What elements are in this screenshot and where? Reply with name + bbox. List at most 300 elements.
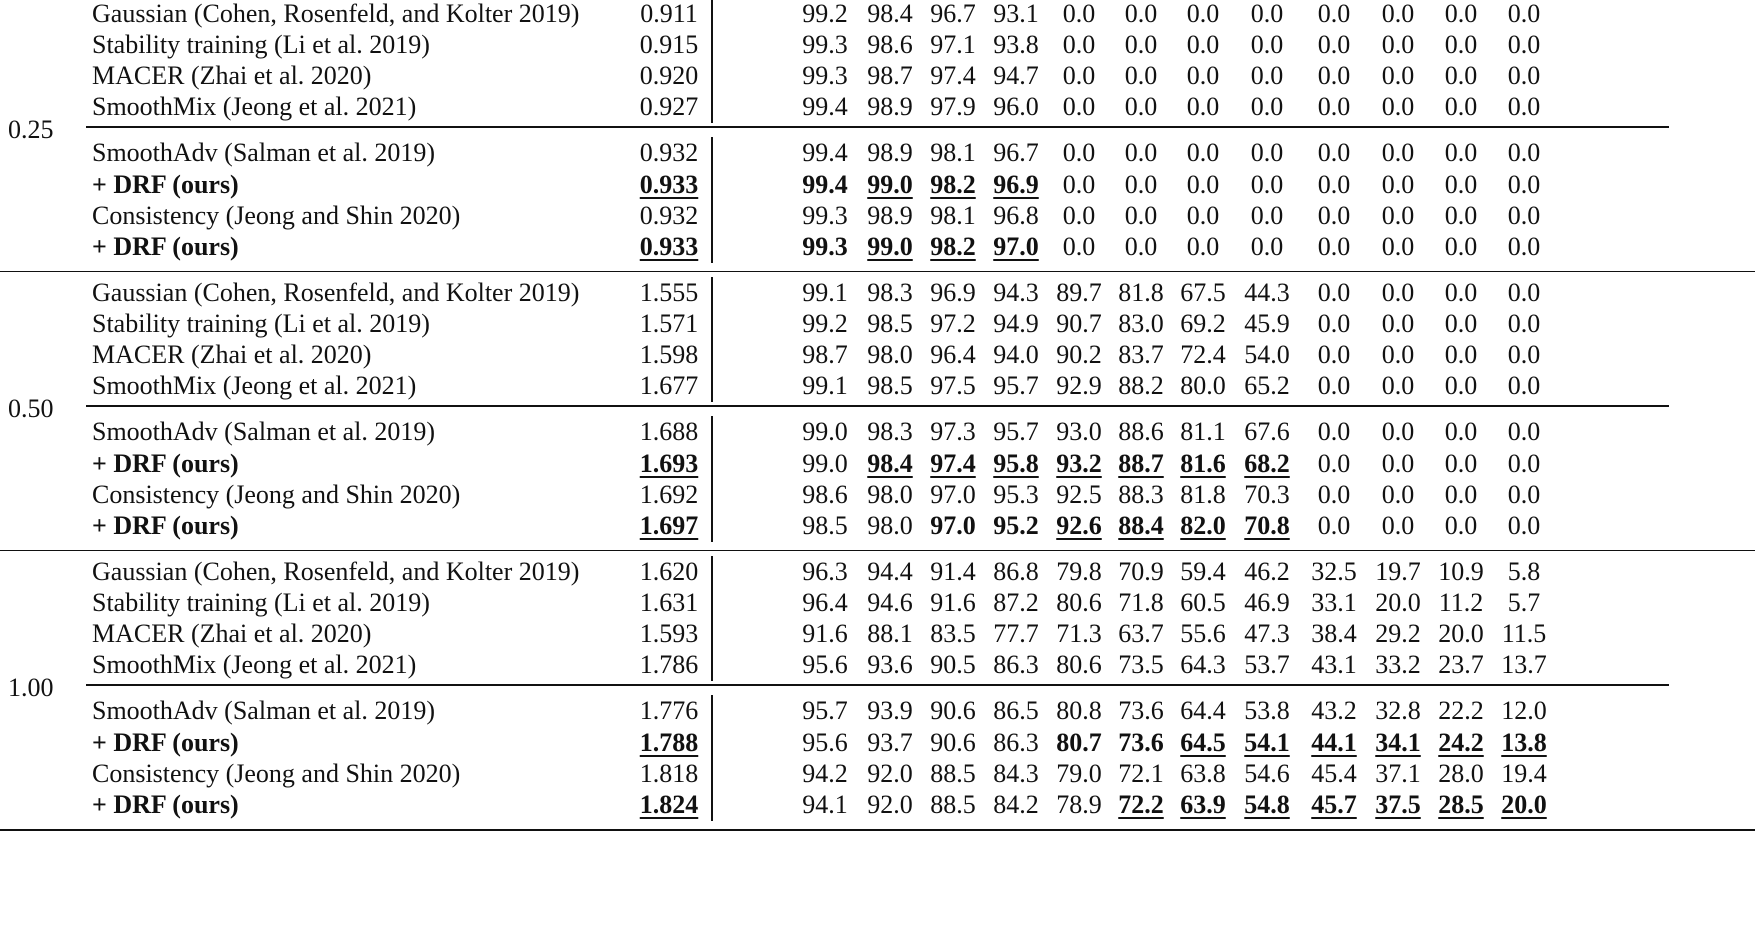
certified-accuracy-cell: 96.0	[993, 92, 1039, 122]
certified-accuracy-cell: 82.0	[1180, 510, 1226, 540]
method-name: + DRF (ours)	[92, 789, 239, 819]
certified-accuracy-cell: 98.5	[867, 371, 913, 401]
certified-accuracy-cell: 28.5	[1438, 789, 1484, 819]
certified-accuracy-cell: 0.0	[1507, 0, 1541, 28]
certified-accuracy-cell: 96.9	[993, 169, 1039, 199]
certified-accuracy-cell: 13.7	[1501, 650, 1547, 680]
certified-accuracy-cell: 54.8	[1244, 789, 1290, 819]
certified-accuracy-cell: 0.0	[1507, 231, 1541, 261]
certified-accuracy-cell: 0.0	[1317, 510, 1351, 540]
certified-accuracy-cell: 97.0	[930, 479, 976, 509]
acr-value: 1.693	[639, 448, 699, 478]
acr-value: 1.631	[639, 588, 699, 618]
certified-accuracy-cell: 94.6	[867, 588, 913, 618]
certified-accuracy-cell: 0.0	[1381, 340, 1415, 370]
certified-accuracy-cell: 0.0	[1186, 0, 1220, 28]
certified-accuracy-cell: 0.0	[1507, 417, 1541, 447]
table-rule	[0, 829, 1755, 832]
certified-accuracy-cell: 88.7	[1118, 448, 1164, 478]
certified-accuracy-cell: 0.0	[1444, 371, 1478, 401]
certified-accuracy-cell: 73.5	[1118, 650, 1164, 680]
certified-accuracy-cell: 99.0	[802, 417, 848, 447]
certified-accuracy-cell: 98.4	[867, 448, 913, 478]
certified-accuracy-cell: 0.0	[1444, 61, 1478, 91]
certified-accuracy-cell: 72.1	[1118, 758, 1164, 788]
certified-accuracy-cell: 0.0	[1250, 138, 1284, 168]
certified-accuracy-cell: 0.0	[1507, 61, 1541, 91]
certified-accuracy-cell: 32.8	[1375, 696, 1421, 726]
method-name: + DRF (ours)	[92, 510, 239, 540]
certified-accuracy-cell: 88.6	[1118, 417, 1164, 447]
certified-accuracy-cell: 47.3	[1244, 619, 1290, 649]
certified-accuracy-cell: 13.8	[1501, 727, 1547, 757]
certified-accuracy-cell: 0.0	[1444, 138, 1478, 168]
certified-accuracy-cell: 0.0	[1062, 92, 1096, 122]
certified-accuracy-cell: 0.0	[1317, 0, 1351, 28]
certified-accuracy-cell: 99.3	[802, 231, 848, 261]
certified-accuracy-cell: 70.8	[1244, 510, 1290, 540]
certified-accuracy-cell: 81.1	[1180, 417, 1226, 447]
column-rule	[711, 0, 713, 123]
certified-accuracy-cell: 90.2	[1056, 340, 1102, 370]
certified-accuracy-cell: 88.1	[867, 619, 913, 649]
certified-accuracy-cell: 33.2	[1375, 650, 1421, 680]
certified-accuracy-cell: 54.6	[1244, 758, 1290, 788]
certified-accuracy-cell: 0.0	[1317, 448, 1351, 478]
certified-accuracy-cell: 97.4	[930, 448, 976, 478]
method-name: SmoothMix (Jeong et al. 2021)	[92, 92, 417, 122]
certified-accuracy-cell: 95.7	[993, 371, 1039, 401]
certified-accuracy-cell: 98.6	[802, 479, 848, 509]
certified-accuracy-cell: 60.5	[1180, 588, 1226, 618]
certified-accuracy-cell: 53.7	[1244, 650, 1290, 680]
certified-accuracy-cell: 0.0	[1381, 448, 1415, 478]
certified-accuracy-cell: 0.0	[1186, 200, 1220, 230]
certified-accuracy-cell: 0.0	[1507, 479, 1541, 509]
certified-accuracy-cell: 98.9	[867, 200, 913, 230]
method-name: MACER (Zhai et al. 2020)	[92, 619, 372, 649]
certified-accuracy-cell: 0.0	[1444, 309, 1478, 339]
acr-value: 1.555	[639, 278, 699, 307]
certified-accuracy-cell: 0.0	[1124, 30, 1158, 60]
certified-accuracy-cell: 0.0	[1507, 200, 1541, 230]
certified-accuracy-cell: 0.0	[1062, 138, 1096, 168]
certified-accuracy-cell: 0.0	[1381, 169, 1415, 199]
certified-accuracy-cell: 0.0	[1250, 169, 1284, 199]
acr-value: 1.824	[639, 789, 699, 819]
certified-accuracy-cell: 0.0	[1507, 169, 1541, 199]
column-rule	[711, 137, 713, 262]
certified-accuracy-cell: 29.2	[1375, 619, 1421, 649]
certified-accuracy-cell: 37.1	[1375, 758, 1421, 788]
certified-accuracy-cell: 0.0	[1444, 92, 1478, 122]
certified-accuracy-cell: 0.0	[1507, 510, 1541, 540]
acr-value: 1.677	[639, 371, 699, 401]
certified-accuracy-cell: 0.0	[1444, 200, 1478, 230]
certified-accuracy-cell: 0.0	[1507, 448, 1541, 478]
column-rule	[711, 277, 713, 402]
certified-accuracy-cell: 0.0	[1250, 231, 1284, 261]
acr-value: 1.571	[639, 309, 699, 339]
certified-accuracy-cell: 72.2	[1118, 789, 1164, 819]
method-name: Gaussian (Cohen, Rosenfeld, and Kolter 2019)	[92, 0, 580, 28]
method-name: Consistency (Jeong and Shin 2020)	[92, 479, 461, 509]
certified-accuracy-cell: 0.0	[1062, 0, 1096, 28]
certified-accuracy-cell: 97.0	[930, 510, 976, 540]
method-name: Gaussian (Cohen, Rosenfeld, and Kolter 2019)	[92, 557, 580, 586]
certified-accuracy-cell: 0.0	[1507, 340, 1541, 370]
certified-accuracy-cell: 95.6	[802, 650, 848, 680]
certified-accuracy-cell: 20.0	[1375, 588, 1421, 618]
certified-accuracy-cell: 0.0	[1186, 231, 1220, 261]
certified-accuracy-cell: 68.2	[1244, 448, 1290, 478]
certified-accuracy-cell: 0.0	[1062, 169, 1096, 199]
certified-accuracy-cell: 0.0	[1124, 138, 1158, 168]
acr-value: 0.932	[639, 138, 699, 168]
method-name: Stability training (Li et al. 2019)	[92, 30, 430, 60]
certified-accuracy-cell: 0.0	[1444, 448, 1478, 478]
certified-accuracy-cell: 80.6	[1056, 650, 1102, 680]
certified-accuracy-cell: 44.1	[1311, 727, 1357, 757]
certified-accuracy-cell: 44.3	[1244, 278, 1290, 307]
certified-accuracy-cell: 91.6	[802, 619, 848, 649]
certified-accuracy-cell: 43.1	[1311, 650, 1357, 680]
acr-value: 1.788	[639, 727, 699, 757]
certified-accuracy-cell: 45.7	[1311, 789, 1357, 819]
certified-accuracy-cell: 92.5	[1056, 479, 1102, 509]
certified-accuracy-cell: 98.7	[802, 340, 848, 370]
method-name: Stability training (Li et al. 2019)	[92, 588, 430, 618]
certified-accuracy-cell: 93.0	[1056, 417, 1102, 447]
method-name: SmoothMix (Jeong et al. 2021)	[92, 650, 417, 680]
certified-accuracy-cell: 0.0	[1317, 231, 1351, 261]
method-name: SmoothMix (Jeong et al. 2021)	[92, 371, 417, 401]
certified-accuracy-cell: 0.0	[1250, 92, 1284, 122]
certified-accuracy-cell: 0.0	[1124, 92, 1158, 122]
certified-accuracy-cell: 32.5	[1311, 557, 1357, 586]
certified-accuracy-cell: 0.0	[1507, 309, 1541, 339]
certified-accuracy-cell: 97.0	[993, 231, 1039, 261]
acr-value: 0.933	[639, 231, 699, 261]
certified-accuracy-cell: 22.2	[1438, 696, 1484, 726]
certified-accuracy-cell: 0.0	[1444, 169, 1478, 199]
certified-accuracy-cell: 0.0	[1507, 92, 1541, 122]
certified-accuracy-cell: 0.0	[1317, 371, 1351, 401]
certified-accuracy-cell: 81.8	[1118, 278, 1164, 307]
certified-accuracy-cell: 23.7	[1438, 650, 1484, 680]
acr-value: 0.915	[639, 30, 699, 60]
certified-accuracy-cell: 95.7	[993, 417, 1039, 447]
certified-accuracy-cell: 99.3	[802, 30, 848, 60]
certified-accuracy-cell: 0.0	[1317, 138, 1351, 168]
certified-accuracy-cell: 0.0	[1507, 278, 1541, 307]
certified-accuracy-cell: 0.0	[1381, 30, 1415, 60]
certified-accuracy-cell: 93.1	[993, 0, 1039, 28]
certified-accuracy-cell: 0.0	[1124, 169, 1158, 199]
certified-accuracy-cell: 93.8	[993, 30, 1039, 60]
certified-accuracy-cell: 43.2	[1311, 696, 1357, 726]
certified-accuracy-cell: 0.0	[1381, 200, 1415, 230]
certified-accuracy-cell: 0.0	[1062, 200, 1096, 230]
column-rule	[711, 556, 713, 681]
certified-accuracy-cell: 92.9	[1056, 371, 1102, 401]
certified-accuracy-cell: 11.5	[1501, 619, 1547, 649]
certified-accuracy-cell: 98.3	[867, 417, 913, 447]
certified-accuracy-cell: 0.0	[1317, 92, 1351, 122]
certified-accuracy-cell: 0.0	[1317, 417, 1351, 447]
certified-accuracy-cell: 86.5	[993, 696, 1039, 726]
certified-accuracy-cell: 92.0	[867, 758, 913, 788]
certified-accuracy-cell: 69.2	[1180, 309, 1226, 339]
certified-accuracy-cell: 0.0	[1381, 278, 1415, 307]
certified-accuracy-cell: 83.0	[1118, 309, 1164, 339]
certified-accuracy-cell: 80.6	[1056, 588, 1102, 618]
certified-accuracy-cell: 98.1	[930, 200, 976, 230]
certified-accuracy-cell: 0.0	[1381, 309, 1415, 339]
certified-accuracy-cell: 96.3	[802, 557, 848, 586]
certified-accuracy-cell: 98.0	[867, 510, 913, 540]
certified-accuracy-cell: 99.1	[802, 371, 848, 401]
certified-accuracy-cell: 0.0	[1186, 61, 1220, 91]
method-name: Consistency (Jeong and Shin 2020)	[92, 758, 461, 788]
certified-accuracy-cell: 0.0	[1186, 138, 1220, 168]
certified-accuracy-cell: 88.2	[1118, 371, 1164, 401]
certified-accuracy-cell: 94.3	[993, 278, 1039, 307]
certified-accuracy-cell: 98.4	[867, 0, 913, 28]
certified-accuracy-cell: 0.0	[1444, 30, 1478, 60]
certified-accuracy-cell: 99.3	[802, 200, 848, 230]
certified-accuracy-cell: 97.5	[930, 371, 976, 401]
certified-accuracy-cell: 0.0	[1062, 231, 1096, 261]
certified-accuracy-cell: 5.7	[1507, 588, 1541, 618]
certified-accuracy-cell: 33.1	[1311, 588, 1357, 618]
certified-accuracy-cell: 99.3	[802, 61, 848, 91]
table-rule	[0, 271, 1755, 273]
certified-accuracy-cell: 0.0	[1507, 30, 1541, 60]
acr-value: 1.776	[639, 696, 699, 726]
certified-accuracy-cell: 46.9	[1244, 588, 1290, 618]
certified-accuracy-cell: 0.0	[1124, 231, 1158, 261]
certified-accuracy-cell: 80.8	[1056, 696, 1102, 726]
certified-accuracy-cell: 93.7	[867, 727, 913, 757]
certified-accuracy-cell: 0.0	[1250, 30, 1284, 60]
certified-accuracy-cell: 95.3	[993, 479, 1039, 509]
certified-accuracy-cell: 46.2	[1244, 557, 1290, 586]
certified-accuracy-cell: 71.3	[1056, 619, 1102, 649]
method-name: MACER (Zhai et al. 2020)	[92, 61, 372, 91]
acr-value: 1.786	[639, 650, 699, 680]
certified-accuracy-cell: 64.4	[1180, 696, 1226, 726]
certified-accuracy-cell: 0.0	[1317, 61, 1351, 91]
certified-accuracy-cell: 93.2	[1056, 448, 1102, 478]
certified-accuracy-cell: 80.7	[1056, 727, 1102, 757]
certified-accuracy-cell: 0.0	[1381, 0, 1415, 28]
certified-accuracy-cell: 98.1	[930, 138, 976, 168]
certified-accuracy-cell: 95.7	[802, 696, 848, 726]
certified-accuracy-cell: 0.0	[1186, 169, 1220, 199]
certified-accuracy-cell: 11.2	[1438, 588, 1484, 618]
certified-accuracy-cell: 98.6	[867, 30, 913, 60]
certified-accuracy-cell: 98.9	[867, 138, 913, 168]
certified-accuracy-cell: 64.3	[1180, 650, 1226, 680]
certified-accuracy-cell: 55.6	[1180, 619, 1226, 649]
certified-accuracy-cell: 97.1	[930, 30, 976, 60]
certified-accuracy-cell: 0.0	[1186, 92, 1220, 122]
certified-accuracy-cell: 0.0	[1124, 200, 1158, 230]
certified-accuracy-cell: 0.0	[1444, 479, 1478, 509]
certified-accuracy-cell: 98.9	[867, 92, 913, 122]
certified-accuracy-cell: 0.0	[1381, 231, 1415, 261]
sigma-label: 0.50	[8, 394, 54, 424]
certified-accuracy-cell: 0.0	[1062, 61, 1096, 91]
certified-accuracy-cell: 83.7	[1118, 340, 1164, 370]
acr-value: 0.911	[640, 0, 698, 28]
certified-accuracy-cell: 90.6	[930, 727, 976, 757]
method-name: SmoothAdv (Salman et al. 2019)	[92, 417, 436, 447]
certified-accuracy-cell: 94.2	[802, 758, 848, 788]
certified-accuracy-cell: 99.2	[802, 309, 848, 339]
certified-accuracy-cell: 93.6	[867, 650, 913, 680]
method-name: MACER (Zhai et al. 2020)	[92, 340, 372, 370]
certified-accuracy-cell: 94.7	[993, 61, 1039, 91]
certified-accuracy-cell: 96.7	[993, 138, 1039, 168]
sigma-label: 0.25	[8, 115, 54, 145]
acr-value: 0.927	[639, 92, 699, 122]
certified-accuracy-cell: 0.0	[1444, 510, 1478, 540]
certified-accuracy-cell: 53.8	[1244, 696, 1290, 726]
certified-accuracy-cell: 0.0	[1250, 0, 1284, 28]
certified-accuracy-cell: 99.4	[802, 169, 848, 199]
certified-accuracy-cell: 0.0	[1317, 169, 1351, 199]
certified-accuracy-cell: 45.9	[1244, 309, 1290, 339]
certified-accuracy-cell: 0.0	[1381, 138, 1415, 168]
method-name: + DRF (ours)	[92, 169, 239, 199]
certified-accuracy-cell: 79.8	[1056, 557, 1102, 586]
certified-accuracy-cell: 12.0	[1501, 696, 1547, 726]
certified-accuracy-cell: 97.9	[930, 92, 976, 122]
certified-accuracy-cell: 99.4	[802, 92, 848, 122]
certified-accuracy-cell: 91.6	[930, 588, 976, 618]
certified-accuracy-cell: 0.0	[1444, 278, 1478, 307]
certified-accuracy-cell: 81.8	[1180, 479, 1226, 509]
certified-accuracy-cell: 97.2	[930, 309, 976, 339]
table-rule	[86, 405, 1669, 407]
certified-accuracy-cell: 97.3	[930, 417, 976, 447]
certified-accuracy-cell: 0.0	[1124, 0, 1158, 28]
certified-accuracy-cell: 79.0	[1056, 758, 1102, 788]
certified-accuracy-cell: 92.0	[867, 789, 913, 819]
certified-accuracy-cell: 70.3	[1244, 479, 1290, 509]
certified-accuracy-cell: 90.5	[930, 650, 976, 680]
certified-accuracy-cell: 5.8	[1507, 557, 1541, 586]
certified-accuracy-cell: 99.0	[867, 169, 913, 199]
certified-accuracy-cell: 34.1	[1375, 727, 1421, 757]
certified-accuracy-cell: 63.7	[1118, 619, 1164, 649]
acr-value: 1.692	[639, 479, 699, 509]
certified-accuracy-cell: 98.0	[867, 340, 913, 370]
method-name: SmoothAdv (Salman et al. 2019)	[92, 696, 436, 726]
certified-accuracy-cell: 89.7	[1056, 278, 1102, 307]
certified-accuracy-cell: 96.4	[802, 588, 848, 618]
certified-accuracy-cell: 0.0	[1250, 200, 1284, 230]
certified-accuracy-cell: 71.8	[1118, 588, 1164, 618]
certified-accuracy-cell: 73.6	[1118, 727, 1164, 757]
method-name: + DRF (ours)	[92, 231, 239, 261]
acr-value: 0.932	[639, 200, 699, 230]
certified-accuracy-cell: 87.2	[993, 588, 1039, 618]
acr-value: 1.688	[639, 417, 699, 447]
certified-accuracy-cell: 0.0	[1062, 30, 1096, 60]
acr-value: 1.818	[639, 758, 699, 788]
certified-accuracy-cell: 64.5	[1180, 727, 1226, 757]
certified-accuracy-cell: 67.6	[1244, 417, 1290, 447]
certified-accuracy-cell: 99.0	[802, 448, 848, 478]
certified-accuracy-cell: 0.0	[1507, 138, 1541, 168]
certified-accuracy-cell: 96.7	[930, 0, 976, 28]
certified-accuracy-cell: 63.9	[1180, 789, 1226, 819]
certified-accuracy-cell: 59.4	[1180, 557, 1226, 586]
certified-accuracy-cell: 0.0	[1381, 510, 1415, 540]
certified-accuracy-cell: 0.0	[1317, 309, 1351, 339]
acr-value: 0.933	[639, 169, 699, 199]
certified-accuracy-cell: 45.4	[1311, 758, 1357, 788]
certified-accuracy-cell: 96.9	[930, 278, 976, 307]
certified-accuracy-cell: 65.2	[1244, 371, 1290, 401]
certified-accuracy-cell: 98.5	[802, 510, 848, 540]
certified-accuracy-cell: 24.2	[1438, 727, 1484, 757]
certified-accuracy-cell: 93.9	[867, 696, 913, 726]
certified-accuracy-cell: 20.0	[1438, 619, 1484, 649]
certified-accuracy-cell: 70.9	[1118, 557, 1164, 586]
certified-accuracy-cell: 80.0	[1180, 371, 1226, 401]
method-name: + DRF (ours)	[92, 448, 239, 478]
certified-accuracy-cell: 91.4	[930, 557, 976, 586]
table-rule	[86, 126, 1669, 128]
certified-accuracy-cell: 96.4	[930, 340, 976, 370]
sigma-label: 1.00	[8, 673, 54, 703]
certified-accuracy-cell: 98.7	[867, 61, 913, 91]
certified-accuracy-cell: 0.0	[1507, 371, 1541, 401]
certified-accuracy-cell: 90.6	[930, 696, 976, 726]
certified-accuracy-cell: 19.7	[1375, 557, 1421, 586]
column-rule	[711, 695, 713, 820]
certified-accuracy-cell: 0.0	[1250, 61, 1284, 91]
acr-value: 1.620	[639, 557, 699, 586]
certified-accuracy-cell: 0.0	[1381, 371, 1415, 401]
certified-accuracy-cell: 99.2	[802, 0, 848, 28]
certified-accuracy-cell: 90.7	[1056, 309, 1102, 339]
method-name: + DRF (ours)	[92, 727, 239, 757]
certified-accuracy-cell: 86.8	[993, 557, 1039, 586]
certified-accuracy-cell: 88.5	[930, 758, 976, 788]
certified-accuracy-cell: 98.5	[867, 309, 913, 339]
certified-accuracy-cell: 84.3	[993, 758, 1039, 788]
certified-accuracy-cell: 73.6	[1118, 696, 1164, 726]
certified-accuracy-cell: 88.3	[1118, 479, 1164, 509]
certified-accuracy-cell: 54.1	[1244, 727, 1290, 757]
certified-accuracy-cell: 99.0	[867, 231, 913, 261]
certified-accuracy-cell: 88.4	[1118, 510, 1164, 540]
certified-accuracy-cell: 0.0	[1381, 479, 1415, 509]
certified-accuracy-cell: 81.6	[1180, 448, 1226, 478]
certified-accuracy-cell: 10.9	[1438, 557, 1484, 586]
certified-accuracy-cell: 94.9	[993, 309, 1039, 339]
method-name: SmoothAdv (Salman et al. 2019)	[92, 138, 436, 168]
certified-accuracy-cell: 98.3	[867, 278, 913, 307]
method-name: Consistency (Jeong and Shin 2020)	[92, 200, 461, 230]
certified-accuracy-cell: 54.0	[1244, 340, 1290, 370]
certified-accuracy-cell: 83.5	[930, 619, 976, 649]
